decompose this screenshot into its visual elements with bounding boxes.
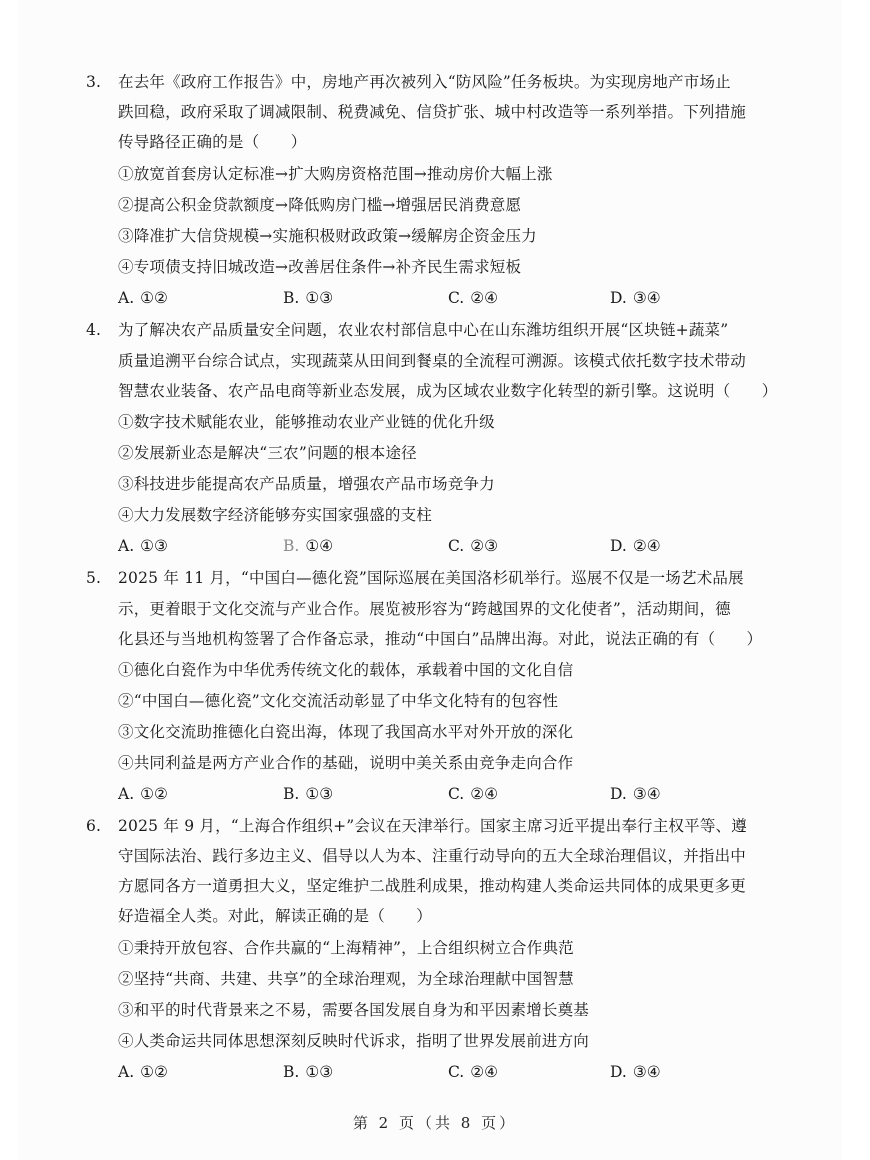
statement-4: ④大力发展数字经济能够夯实国家强盛的支柱	[118, 506, 433, 524]
question-stem-line: 质量追溯平台综合试点，实现蔬菜从田间到餐桌的全流程可溯源。该模式依托数字技术带动	[118, 352, 747, 370]
choice-value: ②④	[632, 537, 661, 555]
question-stem-line: 2025 年 9 月，“上海合作组织+”会议在天津举行。国家主席习近平提出奉行主权平等、遵	[118, 817, 747, 835]
choice-value: ①②	[140, 785, 168, 803]
choice-b	[283, 1062, 333, 1082]
choice-value: ②④	[470, 289, 499, 307]
statement-1: ①放宽首套房认定标准→扩大购房资格范围→推动房价大幅上涨	[118, 165, 553, 183]
choice-label: C.	[448, 289, 465, 307]
question-number: 3.	[86, 73, 102, 91]
statement-3: ③文化交流助推德化白瓷出海，体现了我国高水平对外开放的深化	[118, 723, 574, 741]
choice-b	[283, 536, 333, 556]
question-stem-line: 为了解决农产品质量安全问题，农业农村部信息中心在山东潍坊组织开展“区块链+蔬菜”	[118, 321, 729, 339]
choice-label: A.	[118, 1063, 135, 1081]
statement-1: ①秉持开放包容、合作共赢的“上海精神”，上合组织树立合作典范	[118, 939, 574, 957]
statement-2: ②坚持“共商、共建、共享”的全球治理观，为全球治理献中国智慧	[118, 970, 574, 988]
choice-label: C.	[448, 785, 465, 803]
choice-b	[283, 784, 333, 804]
statement-3: ③科技进步能提高农产品质量，增强农产品市场竞争力	[118, 475, 495, 493]
choice-label: B.	[283, 1063, 300, 1081]
statement-4: ④专项债支持旧城改造→改善居住条件→补齐民生需求短板	[118, 258, 522, 276]
choice-value: ③④	[632, 785, 661, 803]
question-stem-line: 在去年《政府工作报告》中，房地产再次被列入“防风险”任务板块。为实现房地产市场止	[118, 73, 731, 91]
choice-label: D.	[610, 537, 627, 555]
question-stem-line: 方愿同各方一道勇担大义，坚定维护二战胜利成果，推动构建人类命运共同体的成果更多更	[118, 877, 747, 895]
choice-a	[118, 1062, 168, 1082]
question-stem-line: 好造福全人类。对此，解读正确的是（ ）	[118, 907, 433, 925]
question-stem-line: 2025 年 11 月，“中国白—德化瓷”国际巡展在美国洛杉矶举行。巡展不仅是一场艺术品展	[118, 569, 744, 587]
statement-1: ①数字技术赋能农业，能够推动农业产业链的优化升级	[118, 413, 495, 431]
statement-2: ②“中国白—德化瓷”文化交流活动彰显了中华文化特有的包容性	[118, 692, 559, 710]
statement-2: ②提高公积金贷款额度→降低购房门槛→增强居民消费意愿	[118, 196, 522, 214]
choice-value: ②③	[470, 537, 499, 555]
question-stem-line: 示，更着眼于文化交流与产业合作。展览被形容为“跨越国界的文化使者”，活动期间，德	[118, 600, 731, 618]
choice-value: ③④	[632, 289, 661, 307]
choice-c	[448, 536, 498, 556]
choice-label: B.	[283, 537, 300, 555]
choice-value: ①③	[305, 785, 334, 803]
choice-value: ①④	[305, 537, 334, 555]
choice-d	[610, 288, 661, 308]
question-stem-line: 化县还与当地机构签署了合作备忘录，推动“中国白”品牌出海。对此，说法正确的有（ ）	[118, 630, 763, 648]
question-number: 6.	[86, 817, 102, 835]
choice-label: D.	[610, 289, 627, 307]
question-stem-line: 智慧农业装备、农产品电商等新业态发展，成为区域农业数字化转型的新引擎。这说明（ ）	[118, 382, 778, 400]
choice-label: B.	[283, 289, 300, 307]
choice-d	[610, 784, 661, 804]
choice-value: ①③	[140, 537, 168, 555]
choice-label: A.	[118, 785, 135, 803]
question-stem-line: 守国际法治、践行多边主义、倡导以人为本、注重行动导向的五大全球治理倡议，并指出中	[118, 847, 747, 865]
choice-value: ①②	[140, 1063, 168, 1081]
statement-4: ④人类命运共同体思想深刻反映时代诉求，指明了世界发展前进方向	[118, 1032, 590, 1050]
page-number-footer: 第 2 页（共 8 页）	[352, 1114, 518, 1132]
choice-c	[448, 1062, 498, 1082]
choice-label: C.	[448, 537, 465, 555]
choice-label: B.	[283, 785, 300, 803]
choice-d	[610, 536, 661, 556]
choice-value: ②④	[470, 785, 499, 803]
statement-3: ③降准扩大信贷规模→实施积极财政政策→缓解房企资金压力	[118, 227, 537, 245]
choice-c	[448, 288, 498, 308]
question-number: 4.	[86, 321, 102, 339]
statement-3: ③和平的时代背景来之不易，需要各国发展自身为和平因素增长奠基	[118, 1001, 590, 1019]
choice-a	[118, 784, 168, 804]
choice-c	[448, 784, 498, 804]
choice-a	[118, 288, 168, 308]
statement-1: ①德化白瓷作为中华优秀传统文化的载体，承载着中国的文化自信	[118, 661, 574, 679]
question-number: 5.	[86, 569, 102, 587]
choice-label: C.	[448, 1063, 465, 1081]
choice-value: ②④	[470, 1063, 499, 1081]
choice-label: A.	[118, 537, 135, 555]
statement-2: ②发展新业态是解决“三农”问题的根本途径	[118, 444, 417, 462]
choice-value: ①③	[305, 1063, 334, 1081]
choice-label: D.	[610, 785, 627, 803]
choice-b	[283, 288, 333, 308]
choice-label: A.	[118, 289, 135, 307]
choice-value: ③④	[632, 1063, 661, 1081]
choice-label: D.	[610, 1063, 627, 1081]
question-stem-line: 跌回稳，政府采取了调减限制、税费减免、信贷扩张、城中村改造等一系列举措。下列措施	[118, 103, 747, 121]
choice-a	[118, 536, 168, 556]
choice-value: ①③	[305, 289, 334, 307]
choice-value: ①②	[140, 289, 168, 307]
question-stem-line: 传导路径正确的是（ ）	[118, 133, 307, 151]
statement-4: ④共同利益是两方产业合作的基础，说明中美关系由竞争走向合作	[118, 754, 574, 772]
choice-d	[610, 1062, 661, 1082]
